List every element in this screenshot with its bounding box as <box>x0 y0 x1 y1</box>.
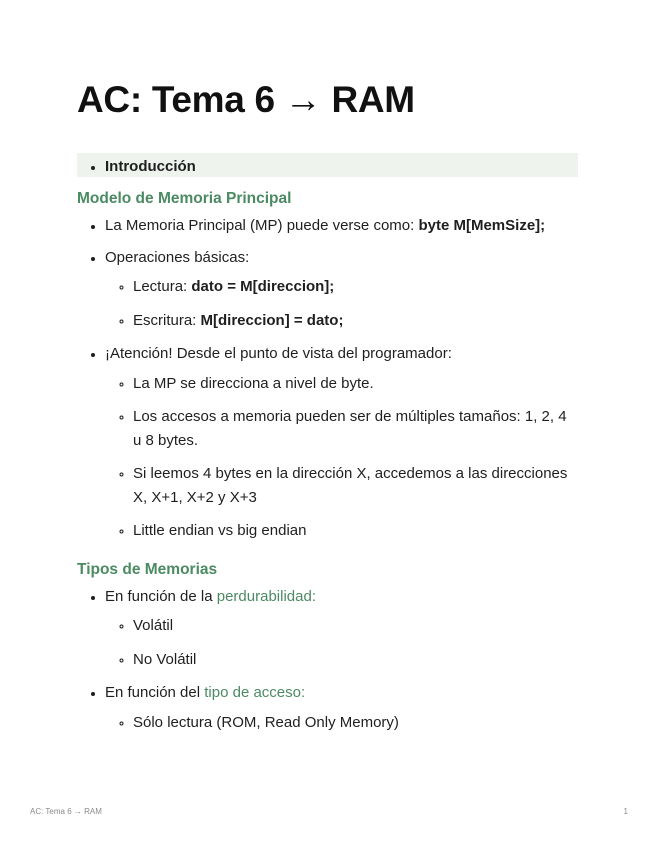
page-number: 1 <box>623 807 628 816</box>
sub-list-item: ◦ Little endian vs big endian <box>133 517 577 551</box>
code-memsize: byte M[MemSize]; <box>418 217 546 234</box>
list-item-text: Operaciones básicas: <box>105 248 250 266</box>
section-heading-modelo-memoria: Modelo de Memoria Principal <box>77 190 292 207</box>
perdurabilidad-link[interactable]: perdurabilidad: <box>216 587 316 605</box>
code-escritura: M[direccion] = dato; <box>200 311 344 329</box>
sub-list-item: ◦ No Volátil <box>133 646 577 680</box>
list-item-text: ¡Atención! Desde el punto de vista del programador: <box>105 345 452 362</box>
modelo-memoria-list <box>77 212 577 551</box>
list-item <box>105 679 577 742</box>
list-item-text: Escritura: <box>133 311 201 329</box>
sub-list-item <box>133 307 577 341</box>
tipo-acceso-link[interactable]: tipo de acceso: <box>204 684 306 701</box>
sub-list-item: ◦ La MP se direcciona a nivel de byte. <box>133 370 577 404</box>
document-content <box>77 186 577 742</box>
tipos-memorias-list <box>77 583 577 743</box>
sub-list-item: ◦ Sólo lectura (ROM, Read Only Memory) <box>133 709 577 743</box>
list-item-text: Lectura: <box>133 278 192 295</box>
list-item-text: En función de la <box>105 587 217 605</box>
list-item <box>105 212 577 244</box>
code-lectura: dato = M[direccion]; <box>191 278 335 295</box>
atencion-sublist <box>105 370 577 551</box>
list-item <box>105 244 577 341</box>
operaciones-sublist <box>105 273 577 340</box>
sub-list-item: ◦ Los accesos a memoria pueden ser de múltiples tamaños: 1, 2, 4 u 8 bytes. <box>133 403 577 460</box>
sub-list-item: ◦ Volátil <box>133 612 577 646</box>
list-item-text: La Memoria Principal (MP) puede verse como: <box>105 217 419 234</box>
sub-list-item <box>133 273 577 307</box>
intro-item[interactable]: • Introducción <box>105 153 578 185</box>
intro-toggle-block[interactable] <box>77 153 578 177</box>
perdurabilidad-sublist <box>105 612 577 679</box>
page-title: AC: Tema 6 → RAM <box>77 79 415 120</box>
list-item-text: En función del <box>105 684 205 701</box>
footer-title: AC: Tema 6 → RAM <box>30 807 102 816</box>
section-heading-tipos-memorias: Tipos de Memorias <box>77 560 218 578</box>
tipo-acceso-sublist <box>105 709 577 743</box>
sub-list-item: ◦ Si leemos 4 bytes en la dirección X, accedemos a las direcciones X, X+1, X+2 y X+3 <box>133 460 577 517</box>
list-item <box>105 340 577 551</box>
list-item <box>105 583 577 680</box>
